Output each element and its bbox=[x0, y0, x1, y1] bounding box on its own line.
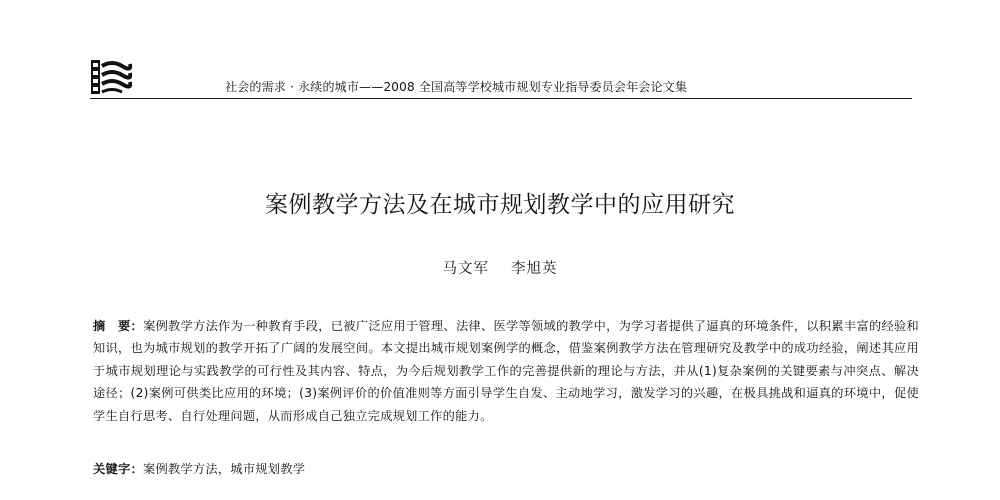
keywords-text: 案例教学方法，城市规划教学 bbox=[142, 462, 306, 476]
abstract-label: 摘 要： bbox=[93, 319, 144, 333]
header-rule bbox=[90, 98, 912, 99]
conference-logo-icon bbox=[90, 58, 132, 96]
abstract-text: 案例教学方法作为一种教育手段，已被广泛应用于管理、法律、医学等领域的教学中，为学习者提供了逼真的环境条件，以积累丰富的经验和知识，也为城市规划的教学开拓了广阔的发展空间。本文提出城市规划案例学的概念，借鉴案例教学方法在管理研究及教学中的成功经验，阐述其应用于城市规划理论与实践教学的可行性及其内容、特点，为今后规划教学工作的完善提供新的理论与方法，并从(1)复杂案例的关键要素与冲突点、解决途径；(2)案例可供类比应用的环境；(3)案例评价的价值准则等方面引导学生自发、主动地学习，激发学习的兴趣，在极具挑战和逼真的环境中，促使学生自行思考、自行处理问题，从而形成自己独立完成规划工作的能力。 bbox=[93, 319, 919, 423]
keywords bbox=[93, 458, 919, 480]
author-list bbox=[0, 257, 1000, 278]
author-name: 马文军 bbox=[442, 261, 489, 277]
abstract bbox=[93, 315, 919, 427]
keywords-label: 关键字： bbox=[93, 462, 143, 476]
running-head: 社会的需求 · 永续的城市——2008 全国高等学校城市规划专业指导委员会年会论文集 bbox=[225, 80, 688, 94]
author-name: 李旭英 bbox=[511, 261, 558, 277]
paper-title: 案例教学方法及在城市规划教学中的应用研究 bbox=[265, 192, 735, 218]
